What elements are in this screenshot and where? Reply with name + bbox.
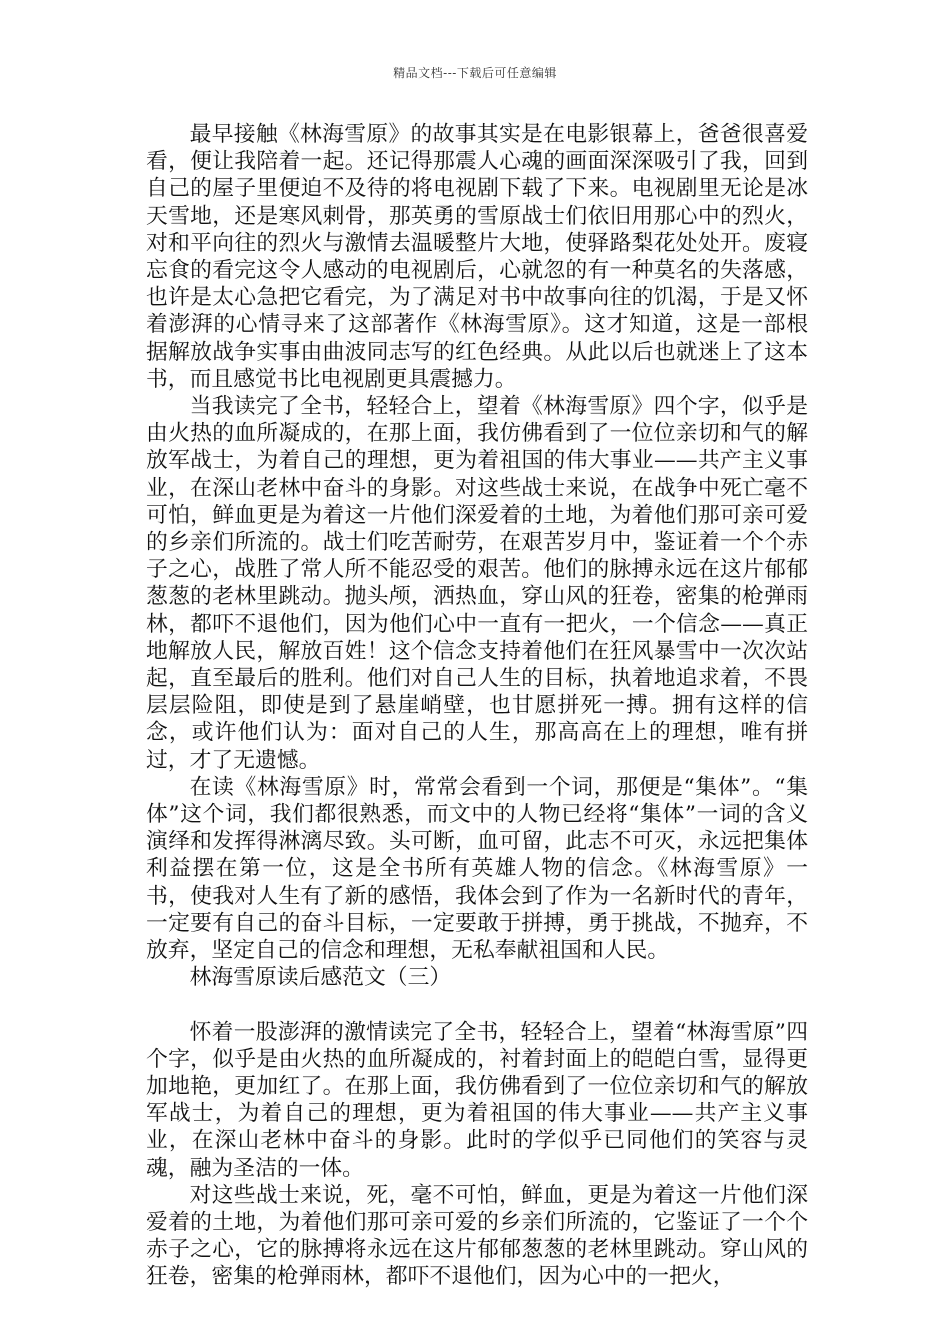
page-header: 精品文档---下载后可任意编辑 xyxy=(393,66,557,80)
paragraph-3: 在读《林海雪原》时，常常会看到一个词，那便是“集体”。“集体”这个词，我们都很熟悉，而文中的人物已经将“集体”一词的含义演绎和发挥得淋漓尽致。头可断，血可留，此志不可灭，永远把集体利益摆在第一位，这是全书所有英雄人物的信念。《林海雪原》一书，使我对人生有了新的感悟，我体会到了作为一名新时代的青年，一定要有自己的奋斗目标，一定要敢于拼搏，勇于挑战，不抛弃，不放弃，坚定自己的信念和理想，无私奉献祖国和人民。 xyxy=(146,774,808,964)
section-title: 林海雪原读后感范文（三） xyxy=(189,965,452,991)
document-body xyxy=(146,121,808,1291)
paragraph-2: 当我读完了全书，轻轻合上，望着《林海雪原》四个字，似乎是由火热的血所凝成的，在那上面，我仿佛看到了一位位亲切和气的解放军战士，为着自己的理想，更为着祖国的伟大事业——共产主义事业，在深山老林中奋斗的身影。对这些战士来说，在战争中死亡毫不可怕，鲜血更是为着这一片他们深爱着的土地，为着他们那可亲可爱的乡亲们所流的。战士们吃苦耐劳，在艰苦岁月中，鉴证着一个个赤子之心，战胜了常人所不能忍受的艰苦。他们的脉搏永远在这片郁郁葱葱的老林里跳动。抛头颅，洒热血，穿山风的狂卷，密集的枪弹雨林，都吓不退他们，因为他们心中一直有一把火，一个信念——真正地解放人民，解放百姓！这个信念支持着他们在狂风暴雪中一次次站起，直至最后的胜利。他们对自己人生的目标，执着地追求着，不畏层层险阻，即使是到了悬崖峭壁，也甘愿拼死一搏。拥有这样的信念，或许他们认为：面对自己的人生，那高高在上的理想，唯有拼过，才了无遗憾。 xyxy=(146,394,808,773)
paragraph-5: 对这些战士来说，死，毫不可怕，鲜血，更是为着这一片他们深爱着的土地，为着他们那可亲可爱的乡亲们所流的，它鉴证了一个个赤子之心，它的脉搏将永远在这片郁郁葱葱的老林里跳动。穿山风的狂卷，密集的枪弹雨林，都吓不退他们，因为心中的一把火， xyxy=(146,1182,808,1290)
paragraph-1: 最早接触《林海雪原》的故事其实是在电影银幕上，爸爸很喜爱看，便让我陪着一起。还记得那震人心魂的画面深深吸引了我，回到自己的屋子里便迫不及待的将电视剧下载了下来。电视剧里无论是冰天雪地，还是寒风刺骨，那英勇的雪原战士们依旧用那心中的烈火，对和平向往的烈火与激情去温暖整片大地，使驿路梨花处处开。废寝忘食的看完这令人感动的电视剧后，心就忽的有一种莫名的失落感，也许是太心急把它看完，为了满足对书中故事向往的饥渴，于是又怀着澎湃的心情寻来了这部著作《林海雪原》。这才知道，这是一部根据解放战争实事由曲波同志写的红色经典。从此以后也就迷上了这本书，而且感觉书比电视剧更具震撼力。 xyxy=(146,122,808,392)
paragraph-4: 怀着一股澎湃的激情读完了全书，轻轻合上，望着“林海雪原”四个字，似乎是由火热的血所凝成的，衬着封面上的皑皑白雪，显得更加地艳，更加红了。在那上面，我仿佛看到了一位位亲切和气的解放军战士，为着自己的理想，更为着祖国的伟大事业——共产主义事业，在深山老林中奋斗的身影。此时的学似乎已同他们的笑容与灵魂，融为圣洁的一体。 xyxy=(146,1019,808,1181)
